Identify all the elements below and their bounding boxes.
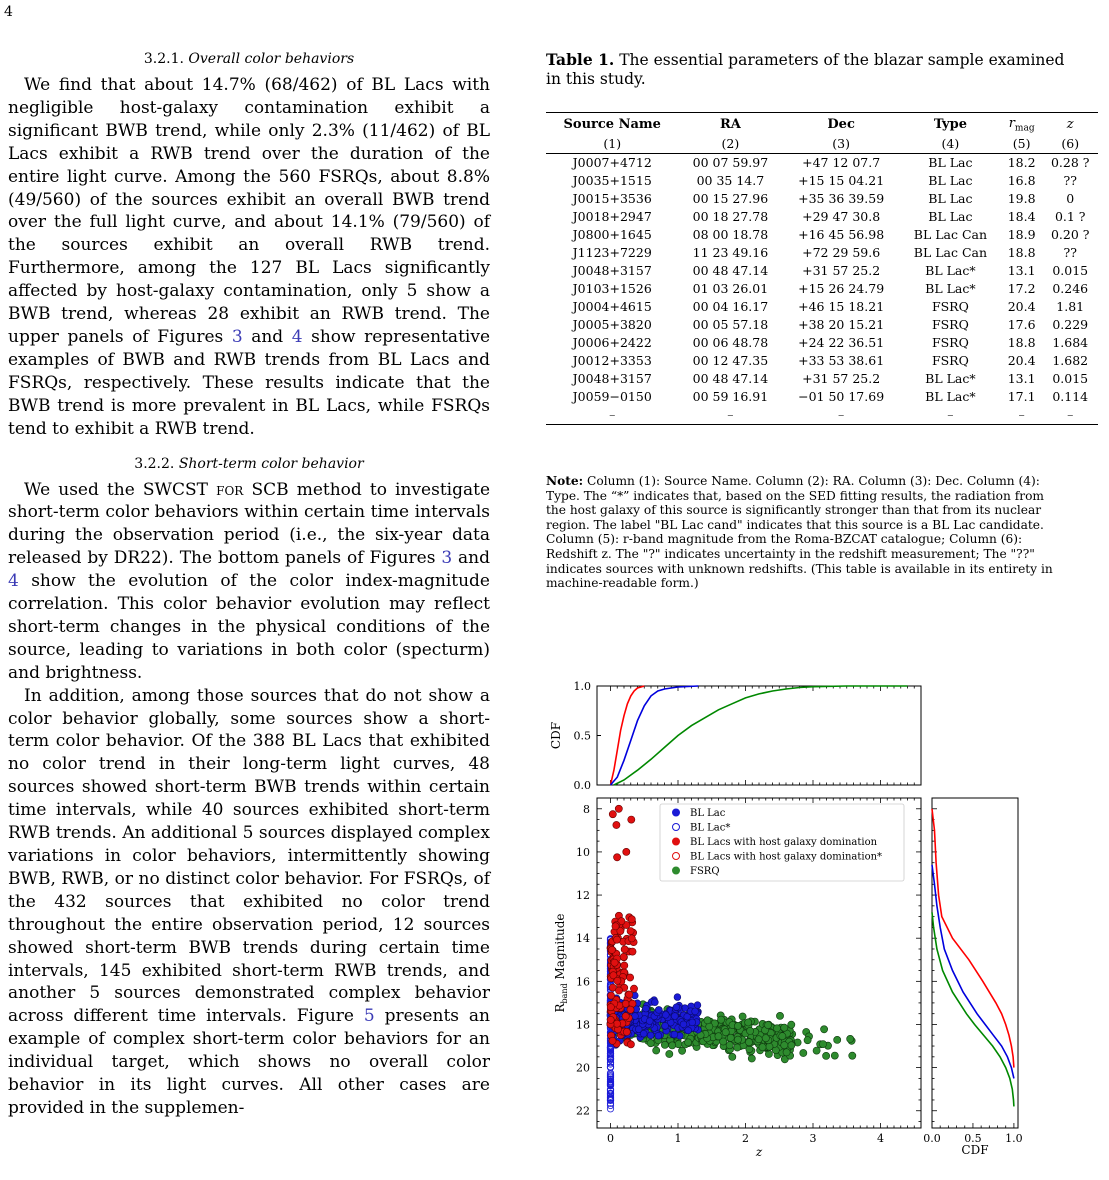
fsrq-point bbox=[773, 1025, 780, 1032]
host-dominated-point bbox=[609, 1037, 616, 1044]
table-cell: 11 23 49.16 bbox=[692, 244, 769, 260]
host-dominated-point bbox=[622, 1000, 629, 1007]
table-cell: BL Lac Can bbox=[913, 244, 988, 260]
legend-label: FSRQ bbox=[690, 866, 720, 877]
host-dominated-point bbox=[611, 959, 618, 966]
table-row bbox=[546, 334, 1098, 352]
host-dominated-point bbox=[628, 935, 635, 942]
host-dominated-point bbox=[628, 916, 635, 923]
column-header: Type bbox=[900, 113, 1001, 135]
table-note bbox=[546, 474, 1066, 591]
figure-link[interactable]: 4 bbox=[8, 571, 19, 592]
section-number: 3.2.2. bbox=[134, 455, 175, 472]
table-cell: BL Lac* bbox=[925, 370, 976, 386]
table-cell: J0012+3353 bbox=[572, 352, 652, 368]
figure-link[interactable]: 3 bbox=[441, 548, 453, 569]
table-cell: 00 06 48.78 bbox=[692, 334, 769, 350]
fsrq-point bbox=[669, 1042, 676, 1049]
bllac-point bbox=[671, 1013, 678, 1020]
table-cell: 00 48 47.14 bbox=[692, 370, 769, 386]
table-cell: +16 45 56.98 bbox=[798, 226, 885, 242]
table-row bbox=[546, 298, 1098, 316]
table-row bbox=[546, 388, 1098, 406]
section-heading-overall bbox=[8, 50, 490, 68]
table-cell: 19.8 bbox=[1007, 190, 1036, 206]
table-cell: BL Lac* bbox=[925, 388, 976, 404]
fsrq-point bbox=[729, 1053, 736, 1060]
table-cell: 0 bbox=[1066, 190, 1075, 206]
table-cell: BL Lac bbox=[928, 208, 973, 224]
host-dominated-point bbox=[609, 811, 616, 818]
host-dominated-point bbox=[628, 816, 635, 823]
section-title: Short-term color behavior bbox=[178, 455, 364, 472]
table-row bbox=[546, 172, 1098, 190]
column-header: z bbox=[1042, 113, 1098, 135]
host-dominated-point bbox=[623, 1028, 630, 1035]
table-cell: 20.4 bbox=[1007, 298, 1036, 314]
table-cell: −01 50 17.69 bbox=[798, 388, 885, 404]
y-tick-label: 22 bbox=[576, 1104, 590, 1118]
fsrq-point bbox=[759, 1044, 766, 1051]
figure-link[interactable]: 5 bbox=[363, 1006, 375, 1027]
note-text: Column (1): Source Name. Column (2): RA. Column (3): Dec. Column (4): Type. The “*” indicates that, based on the SED fitting results, the radiation from the host galaxy of this source is significantly stronger than that from its nuclear region. The label "BL Lac cand" indicates that this source is a BL Lac candidate. Column (5): r-band magnitude from the Roma-BZCAT catalogue; Column (6): Redshift z. The "?" indicates uncertainty in the redshift measurement; The "??" indicates sources with unknown redshifts. (This table is available in its entirety in machine-readable form.) bbox=[546, 474, 1053, 591]
fsrq-point bbox=[727, 1034, 734, 1041]
table-cell: 0.28 ? bbox=[1050, 154, 1090, 170]
fsrq-point bbox=[747, 1027, 754, 1034]
host-dominated-point bbox=[613, 1020, 620, 1027]
table-cell: ?? bbox=[1063, 172, 1077, 188]
bllac-point bbox=[685, 1027, 692, 1034]
table-cell: 0.20 ? bbox=[1050, 226, 1090, 242]
table-cell: J0004+4615 bbox=[572, 298, 652, 314]
fsrq-point bbox=[849, 1052, 856, 1059]
table-cell: 00 59 16.91 bbox=[692, 388, 769, 404]
table-cell: +24 22 36.51 bbox=[798, 334, 885, 350]
table-row bbox=[546, 370, 1098, 388]
column-number: (6) bbox=[1042, 135, 1098, 154]
table-cell: 0.246 bbox=[1052, 280, 1089, 296]
table-cell: +31 57 25.2 bbox=[802, 262, 881, 278]
cdf-line-2 bbox=[614, 686, 908, 785]
table-cell: 18.2 bbox=[1007, 154, 1036, 170]
bllac-point bbox=[655, 1007, 662, 1014]
host-dominated-point bbox=[607, 1016, 614, 1023]
fsrq-point bbox=[788, 1021, 795, 1028]
table-cell: ?? bbox=[1063, 244, 1077, 260]
right-panel-frame bbox=[932, 798, 1018, 1128]
x-tick-label: 2 bbox=[742, 1132, 749, 1145]
fsrq-point bbox=[745, 1039, 752, 1046]
host-dominated-point bbox=[622, 1013, 629, 1020]
table-cell: +15 15 04.21 bbox=[798, 172, 885, 188]
bllac-point bbox=[662, 1012, 669, 1019]
host-dominated-point bbox=[614, 854, 621, 861]
fsrq-point bbox=[685, 1039, 692, 1046]
table-cell: FSRQ bbox=[931, 316, 969, 332]
fsrq-point bbox=[748, 1055, 755, 1062]
table-cell: 0.114 bbox=[1052, 388, 1089, 404]
y-tick-label: 10 bbox=[576, 845, 590, 859]
bllac-point bbox=[647, 1032, 654, 1039]
table-cell: 16.8 bbox=[1007, 172, 1036, 188]
figure-link[interactable]: 4 bbox=[291, 326, 303, 347]
fsrq-point bbox=[647, 1040, 654, 1047]
fsrq-point bbox=[718, 1016, 725, 1023]
bllac-point bbox=[673, 1004, 680, 1011]
table-cell: – bbox=[782, 406, 900, 425]
table-cell: – bbox=[1001, 406, 1043, 425]
legend-marker bbox=[673, 867, 680, 874]
x-axis-label: CDF bbox=[961, 1143, 989, 1157]
table-caption-text: The essential parameters of the blazar sample examined in this study. bbox=[546, 51, 1065, 88]
table-cell: J0800+1645 bbox=[572, 226, 652, 242]
legend-label: BL Lacs with host galaxy domination* bbox=[690, 851, 883, 863]
host-dominated-point bbox=[615, 805, 622, 812]
table-cell: 01 03 26.01 bbox=[692, 280, 769, 296]
fsrq-point bbox=[821, 1026, 828, 1033]
table-cell: 18.8 bbox=[1007, 334, 1036, 350]
y-tick-label: 12 bbox=[576, 889, 590, 903]
x-tick-label: 3 bbox=[809, 1132, 817, 1145]
fsrq-point bbox=[679, 1047, 686, 1054]
y-tick-label: 0.0 bbox=[573, 779, 591, 792]
table-cell: 18.8 bbox=[1007, 244, 1036, 260]
x-tick-label: 0 bbox=[607, 1132, 614, 1145]
column-header: $r_{mag}$ bbox=[1001, 113, 1043, 135]
table-cell: FSRQ bbox=[931, 352, 969, 368]
paragraph: We find that about 14.7% (68/462) of BL Lacs with negligible host-galaxy contamination exhibit a significant BWB trend, while only 2.3% (11/462) of BL Lacs exhibit a RWB trend over the duration of the entire light curve. Among the 560 FSRQs, about 8.8% (49/560) of the sources exhibit an overall BWB trend over the full light curve, and about 14.1% (79/560) of the sources exhibit an overall RWB trend. Furthermore, among the 127 BL Lacs significantly affected by host-galaxy contamination, only 5 show a BWB trend, whereas 28 exhibit an RWB trend. The upper panels of Figures 3 and 4 show representative examples of BWB and RWB trends from BL Lacs and FSRQs, respectively. These results indicate that the BWB trend is more prevalent in BL Lacs, while FSRQs tend to exhibit a RWB trend. bbox=[8, 75, 490, 439]
table-row bbox=[546, 153, 1098, 172]
bllac-point bbox=[655, 1032, 662, 1039]
table-cell: +38 20 15.21 bbox=[798, 316, 885, 332]
table-cell: J0005+3820 bbox=[572, 316, 652, 332]
table-cell: 1.682 bbox=[1052, 352, 1089, 368]
fsrq-point bbox=[788, 1042, 795, 1049]
paragraph: In addition, among those sources that do not show a color behavior globally, some sources show a short-term color behavior. Of the 388 BL Lacs that exhibited no color trend in their long-term light curves, 48 sources showed short-term BWB trends within certain time intervals, while 40 sources exhibited short-term RWB trends. An additional 5 sources displayed complex variations in color behaviors, intermittently showing BWB, RWB, or no distinct color behavior. For FSRQs, of the 432 sources that exhibited no color trend throughout the entire observation period, 12 sources showed short-term BWB trends during certain time intervals, 145 exhibited short-term RWB trends, and another 5 sources demonstrated complex behavior across different time intervals. Figure 5 presents an example of complex short-term color behaviors for an individual target, which shows no overall color behavior in its light curves. All other cases are provided in the supplemen- bbox=[8, 685, 490, 1118]
legend-label: BL Lac bbox=[690, 808, 726, 819]
x-tick-label: 0.0 bbox=[923, 1132, 941, 1145]
legend-label: BL Lac* bbox=[690, 822, 731, 834]
host-dominated-point bbox=[608, 946, 615, 953]
table-caption bbox=[546, 50, 1066, 89]
table-cell: +31 57 25.2 bbox=[802, 370, 881, 386]
x-tick-label: 4 bbox=[877, 1132, 884, 1145]
page-number: 4 bbox=[4, 4, 13, 20]
table-cell: +46 15 18.21 bbox=[798, 298, 885, 314]
table-cell: +33 53 38.61 bbox=[798, 352, 885, 368]
cdf-line-1 bbox=[611, 686, 699, 785]
table-cell: J1123+7229 bbox=[572, 244, 652, 260]
y-tick-label: 20 bbox=[576, 1061, 590, 1075]
y-tick-label: 14 bbox=[576, 932, 590, 946]
host-dominated-point bbox=[613, 936, 620, 943]
fsrq-point bbox=[779, 1033, 786, 1040]
column-header: Source Name bbox=[546, 113, 678, 135]
column-number: (3) bbox=[782, 135, 900, 154]
bllac-point bbox=[646, 1018, 653, 1025]
y-tick-label: 18 bbox=[576, 1018, 590, 1032]
table-cell: +35 36 39.59 bbox=[798, 190, 885, 206]
table-row bbox=[546, 226, 1098, 244]
bllac-point bbox=[652, 999, 659, 1006]
fsrq-point bbox=[834, 1036, 841, 1043]
fsrq-point bbox=[675, 1041, 682, 1048]
fsrq-point bbox=[765, 1022, 772, 1029]
fsrq-point bbox=[800, 1049, 807, 1056]
table-cell: FSRQ bbox=[931, 298, 969, 314]
table-cell: 13.1 bbox=[1007, 262, 1036, 278]
column-number: (2) bbox=[678, 135, 782, 154]
table-cell: 1.81 bbox=[1056, 298, 1085, 314]
fsrq-point bbox=[823, 1052, 830, 1059]
bllac-point bbox=[692, 1008, 699, 1015]
host-dominated-point bbox=[620, 953, 627, 960]
table-cell: J0007+4712 bbox=[572, 154, 652, 170]
table-cell: +47 12 07.7 bbox=[802, 154, 881, 170]
table-row bbox=[546, 280, 1098, 298]
table-cell: 00 18 27.78 bbox=[692, 208, 769, 224]
table-cell: 18.9 bbox=[1007, 226, 1036, 242]
table-cell: 13.1 bbox=[1007, 370, 1036, 386]
table-cell: +29 47 30.8 bbox=[802, 208, 881, 224]
bllac-point bbox=[694, 1002, 701, 1009]
table-cell: J0006+2422 bbox=[572, 334, 652, 350]
data-table bbox=[546, 112, 1098, 425]
bllac-point bbox=[662, 1022, 669, 1029]
fsrq-point bbox=[847, 1035, 854, 1042]
y-tick-label: 1.0 bbox=[573, 680, 591, 693]
fsrq-point bbox=[762, 1035, 769, 1042]
table-cell: 0.015 bbox=[1052, 262, 1089, 278]
fsrq-point bbox=[804, 1037, 811, 1044]
fsrq-point bbox=[739, 1013, 746, 1020]
table-cell: 20.4 bbox=[1007, 352, 1036, 368]
table-cell: BL Lac bbox=[928, 172, 973, 188]
column-number: (4) bbox=[900, 135, 1001, 154]
table-cell: 00 48 47.14 bbox=[692, 262, 769, 278]
fsrq-point bbox=[653, 1047, 660, 1054]
table-cell: 17.2 bbox=[1007, 280, 1036, 296]
table-body bbox=[546, 153, 1098, 424]
cdf-line-0 bbox=[611, 686, 645, 785]
table-row bbox=[546, 244, 1098, 262]
fsrq-point bbox=[766, 1043, 773, 1050]
table-cell: – bbox=[546, 406, 678, 425]
note-label: Note: bbox=[546, 474, 584, 488]
bllac-point bbox=[680, 1021, 687, 1028]
fsrq-point bbox=[666, 1050, 673, 1057]
host-dominated-point bbox=[626, 991, 633, 998]
fsrq-point bbox=[781, 1024, 788, 1031]
legend-marker bbox=[673, 809, 680, 816]
table-cell: 00 15 27.96 bbox=[692, 190, 769, 206]
column-header: Dec bbox=[782, 113, 900, 135]
table-cell: 00 35 14.7 bbox=[696, 172, 765, 188]
host-dominated-point bbox=[615, 987, 622, 994]
host-dominated-point bbox=[629, 948, 636, 955]
fsrq-point bbox=[734, 1022, 741, 1029]
table-cell: BL Lac* bbox=[925, 262, 976, 278]
table-row bbox=[546, 208, 1098, 226]
x-axis-label: z bbox=[755, 1145, 763, 1159]
table-cell: J0035+1515 bbox=[572, 172, 652, 188]
legend-marker bbox=[673, 838, 680, 845]
cdf-line-1 bbox=[932, 865, 1014, 1079]
fsrq-point bbox=[704, 1017, 711, 1024]
table-cell: – bbox=[900, 406, 1001, 425]
table-cell: 08 00 18.78 bbox=[692, 226, 769, 242]
bllac-point bbox=[674, 994, 681, 1001]
cdf-line-0 bbox=[932, 809, 1014, 1068]
table-cell: +72 29 59.6 bbox=[802, 244, 881, 260]
table-header-row bbox=[546, 113, 1098, 135]
table-cell: BL Lac* bbox=[925, 280, 976, 296]
host-dominated-point bbox=[607, 1004, 614, 1011]
table-number-row bbox=[546, 135, 1098, 154]
host-dominated-point bbox=[621, 946, 628, 953]
x-tick-label: 0.5 bbox=[964, 1132, 982, 1145]
table-cell: 00 05 57.18 bbox=[692, 316, 769, 332]
paragraph: We used the SWCST for SCB method to investigate short-term color behaviors within certain time intervals during the observation period (i.e., the six-year data released by DR22). The bottom panels of Figures 3 and 4 show the evolution of the color index-magnitude correlation. This color behavior evolution may reflect short-term changes in the physical conditions of the source, leading to variations in both color (specturm) and brightness. bbox=[8, 479, 490, 683]
fsrq-point bbox=[734, 1036, 741, 1043]
y-axis-label: $R_{band}$ Magnitude bbox=[553, 913, 569, 1013]
x-tick-label: 1 bbox=[674, 1132, 682, 1145]
table-row bbox=[546, 262, 1098, 280]
table-cell: J0018+2947 bbox=[572, 208, 652, 224]
legend-label: BL Lacs with host galaxy domination bbox=[690, 837, 878, 848]
bllac-point bbox=[689, 1019, 696, 1026]
table-cell: 1.684 bbox=[1052, 334, 1089, 350]
fsrq-point bbox=[776, 1012, 783, 1019]
host-dominated-point bbox=[627, 1041, 634, 1048]
table-cell: +15 26 24.79 bbox=[798, 280, 885, 296]
table-cell: 0.1 ? bbox=[1054, 208, 1086, 224]
table-row bbox=[546, 406, 1098, 425]
fsrq-point bbox=[813, 1047, 820, 1054]
fsrq-point bbox=[819, 1041, 826, 1048]
bllac-point bbox=[671, 1031, 678, 1038]
fsrq-point bbox=[831, 1052, 838, 1059]
table-cell: 0.015 bbox=[1052, 370, 1089, 386]
table-cell: BL Lac Can bbox=[913, 226, 988, 242]
table-cell: 18.4 bbox=[1007, 208, 1036, 224]
host-dominated-point bbox=[627, 928, 634, 935]
column-number: (5) bbox=[1001, 135, 1043, 154]
host-dominated-point bbox=[630, 985, 637, 992]
host-dominated-point bbox=[623, 848, 630, 855]
column-number: (1) bbox=[546, 135, 678, 154]
host-dominated-point bbox=[608, 992, 615, 999]
figure bbox=[540, 676, 1100, 1176]
fsrq-point bbox=[783, 1049, 790, 1056]
fsrq-point bbox=[755, 1036, 762, 1043]
left-column bbox=[8, 50, 490, 1120]
table-cell: 17.1 bbox=[1007, 388, 1036, 404]
top-panel-frame bbox=[597, 686, 921, 785]
table-cell: 00 04 16.17 bbox=[692, 298, 769, 314]
host-dominated-point bbox=[627, 1006, 634, 1013]
section-title: Overall color behaviors bbox=[188, 51, 355, 67]
table-cell: BL Lac bbox=[928, 154, 973, 170]
bllac-point bbox=[632, 1013, 639, 1020]
table-cell: 00 07 59.97 bbox=[692, 154, 769, 170]
cdf-line-2 bbox=[932, 912, 1014, 1106]
table-cell: 17.6 bbox=[1007, 316, 1036, 332]
x-tick-label: 1.0 bbox=[1005, 1132, 1023, 1145]
section-heading-short-term bbox=[8, 455, 490, 473]
y-axis-label: CDF bbox=[549, 721, 563, 750]
figure-link[interactable]: 3 bbox=[231, 326, 243, 347]
table-cell: 0.229 bbox=[1052, 316, 1089, 332]
host-dominated-point bbox=[612, 923, 619, 930]
fsrq-point bbox=[745, 1019, 752, 1026]
section-number: 3.2.1. bbox=[143, 51, 184, 67]
table-cell: J0103+1526 bbox=[572, 280, 652, 296]
table-cell: – bbox=[678, 406, 782, 425]
table-cell: J0059−0150 bbox=[572, 388, 652, 404]
host-dominated-point bbox=[621, 962, 628, 969]
table-cell: J0048+3157 bbox=[572, 262, 652, 278]
fsrq-point bbox=[722, 1029, 729, 1036]
host-dominated-point bbox=[614, 977, 621, 984]
table-cell: BL Lac bbox=[928, 190, 973, 206]
host-dominated-point bbox=[627, 974, 634, 981]
bllac-point bbox=[643, 1005, 650, 1012]
table-cell: 00 12 47.35 bbox=[692, 352, 769, 368]
fsrq-point bbox=[726, 1042, 733, 1049]
y-tick-label: 0.5 bbox=[573, 729, 591, 743]
table-cell: – bbox=[1042, 406, 1098, 425]
table-row bbox=[546, 190, 1098, 208]
table-label: Table 1. bbox=[546, 50, 615, 69]
fsrq-point bbox=[715, 1033, 722, 1040]
table-row bbox=[546, 352, 1098, 370]
table-cell: J0048+3157 bbox=[572, 370, 652, 386]
table-cell: FSRQ bbox=[931, 334, 969, 350]
y-tick-label: 8 bbox=[583, 802, 590, 816]
host-dominated-point bbox=[613, 821, 620, 828]
fsrq-point bbox=[781, 1042, 788, 1049]
table-cell: J0015+3536 bbox=[572, 190, 652, 206]
y-tick-label: 16 bbox=[576, 975, 590, 989]
table-row bbox=[546, 316, 1098, 334]
figure-svg bbox=[540, 676, 1100, 1176]
column-header: RA bbox=[678, 113, 782, 135]
